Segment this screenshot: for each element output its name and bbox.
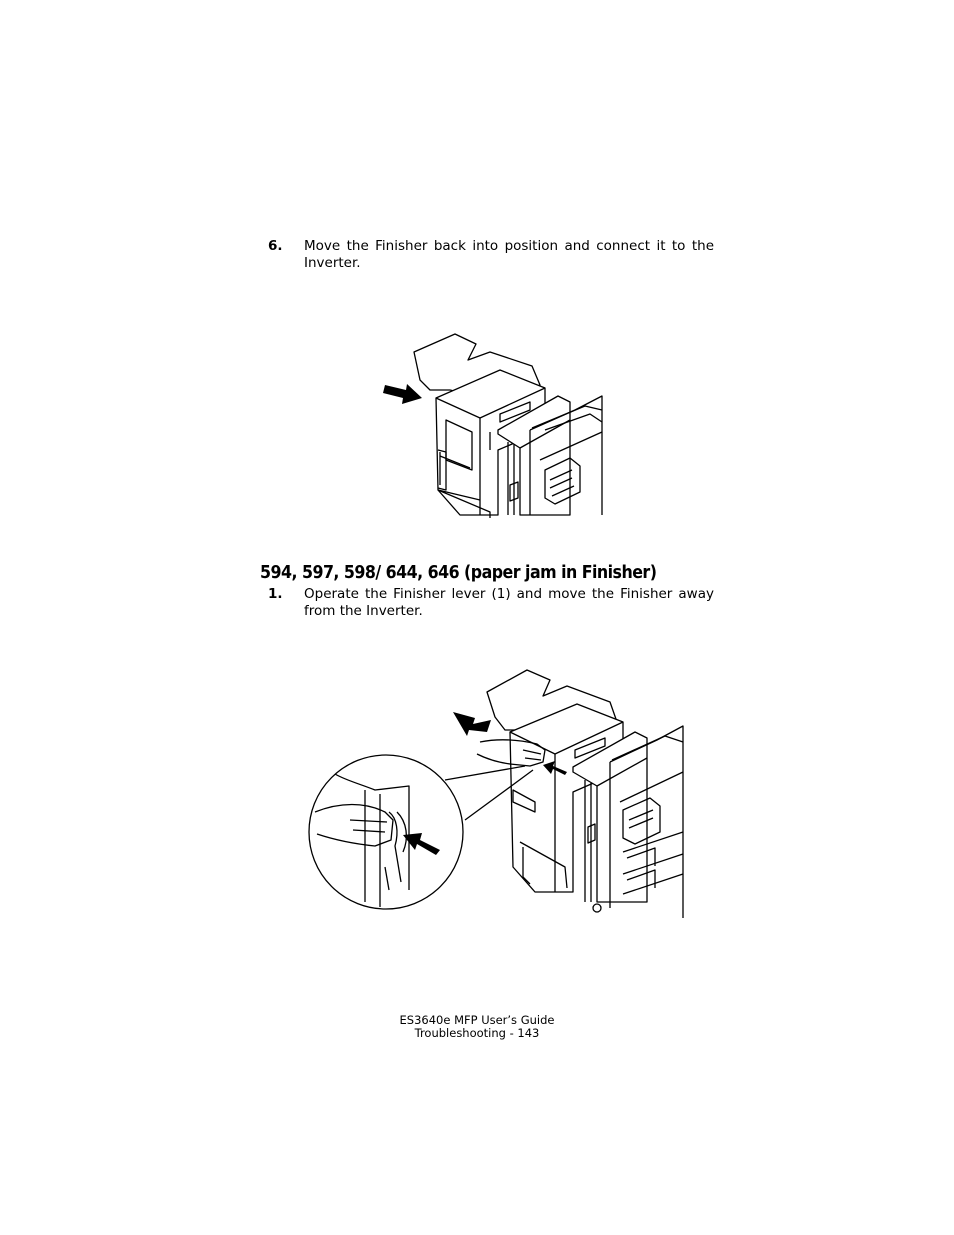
step-number: 6.: [268, 238, 283, 254]
pull-arrow-icon: [453, 712, 491, 736]
step-text: Operate the Finisher lever (1) and move the Finisher away from the Inverter.: [304, 586, 714, 619]
finisher-reconnect-illustration: [380, 330, 605, 520]
page-footer: [0, 1014, 954, 1040]
section-heading: 594, 597, 598/ 644, 646 (paper jam in Finisher): [260, 562, 657, 583]
finisher-lever-illustration: [305, 662, 685, 924]
footer-page-number: Troubleshooting - 143: [414, 1026, 540, 1040]
step-text: Move the Finisher back into position and connect it to the Inverter.: [304, 238, 714, 271]
step-number: 1.: [268, 586, 283, 602]
footer-guide-title: ES3640e MFP User’s Guide: [399, 1013, 555, 1027]
push-arrow-icon: [383, 384, 422, 404]
